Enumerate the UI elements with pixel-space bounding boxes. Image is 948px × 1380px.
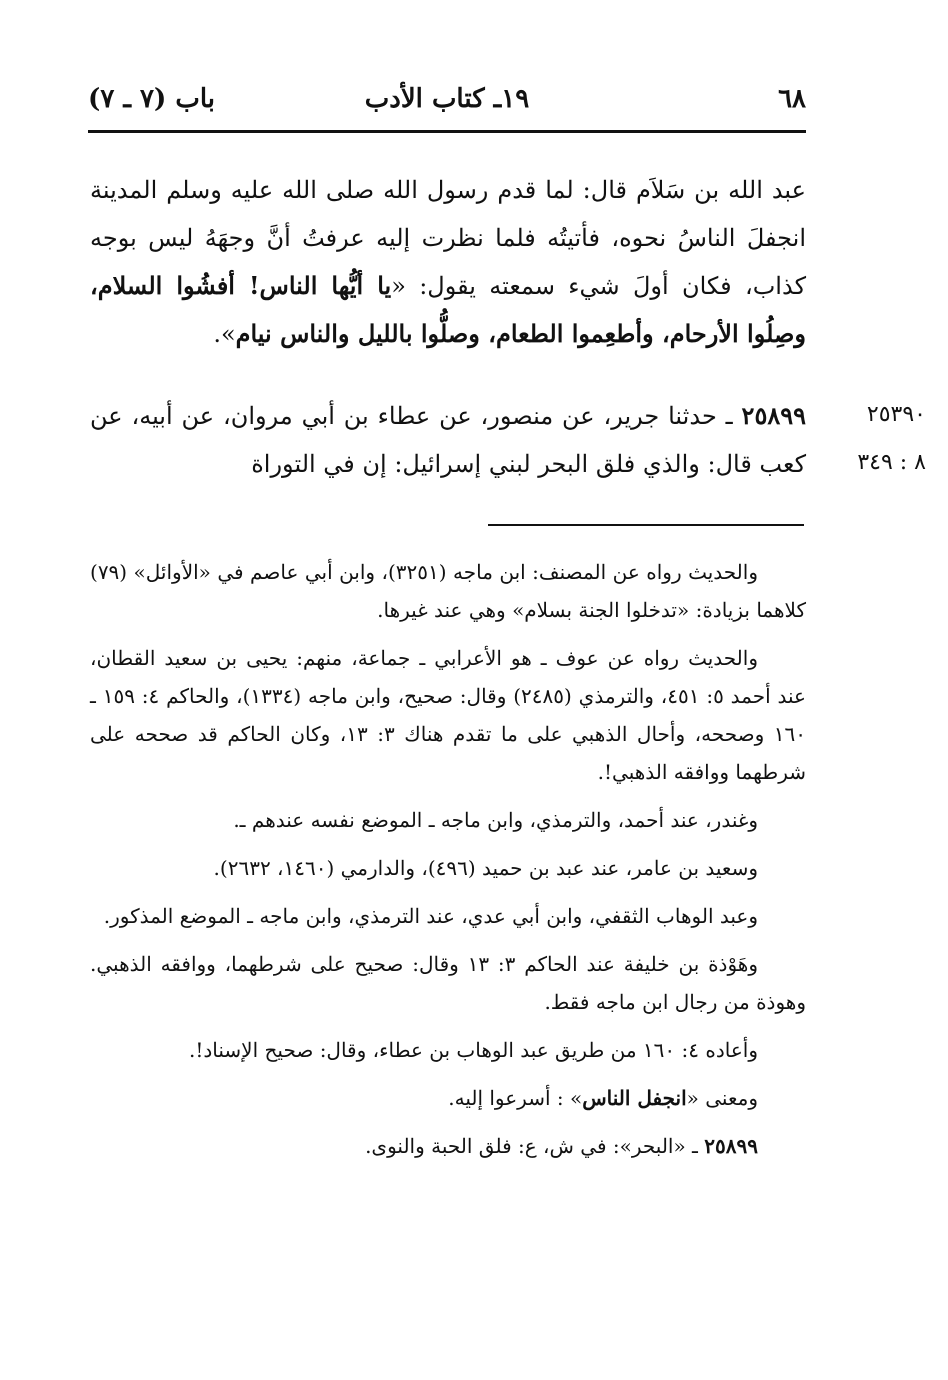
footnote: والحديث رواه عن عوف ـ هو الأعرابي ـ جماعة، منهم: يحيى بن سعيد القطان، عند أحمد ٥: ٤٥١، والترمذي (٢٤٨٥) وقال: صحيح، وابن ماجه (١٣٣٤)، والحاكم ٤: ١٥٩ ـ ١٦٠ وصححه، وأحال الذهبي على ما تقدم هناك ٣: ١٣، وكان الحاكم قد صححه على شرطهما ووافقه الذهبي!.	[90, 646, 807, 784]
footnote: ٢٥٨٩٩ ـ «البحر»: في ش، ع: فلق الحبة والنوى.	[365, 1134, 758, 1158]
footnote: وغندر، عند أحمد، والترمذي، وابن ماجه ـ الموضع نفسه عندهم ـ.	[233, 808, 758, 832]
header-rule	[88, 130, 806, 133]
main-paragraph: عبد الله بن سَلاَم قال: لما قدم رسول الله صلى الله عليه وسلم المدينة انجفلَ الناسُ نحوه، فأتيتُه فلما نظرت إليه عرفتُ أنَّ وجهَهُ ليس بوجه كذاب، فكان أولَ شيء سمعته يقول: «يا أيُّها الناس! أفشُوا السلام، وصِلُوا الأرحام، وأطعِموا الطعام، وصلُّوا بالليل والناس نيام».	[90, 176, 806, 348]
footnote: وأعاده ٤: ١٦٠ من طريق عبد الوهاب بن عطاء، وقال: صحيح الإسناد!.	[188, 1038, 758, 1062]
margin-ref-1: ٢٥٣٩٠	[866, 402, 926, 427]
chapter-reference: باب (٧ ـ ٧)	[88, 84, 215, 114]
page-header	[88, 84, 806, 126]
page-number: ٦٨	[778, 84, 806, 114]
hadith-text: ـ حدثنا جرير، عن منصور، عن عطاء بن أبي مروان، عن أبيه، عن كعب قال: والذي فلق البحر لبني إسرائيل: إن في التوراة	[90, 402, 806, 478]
footnote-separator	[488, 524, 804, 526]
book-title: ١٩ـ كتاب الأدب	[364, 84, 530, 114]
main-text	[90, 166, 806, 358]
footnote: ومعنى «انجفل الناس» : أسرعوا إليه.	[448, 1086, 758, 1110]
footnote: وعبد الوهاب الثقفي، وابن أبي عدي، عند الترمذي، وابن ماجه ـ الموضع المذكور.	[103, 904, 758, 928]
margin-ref-2: ٨ : ٣٤٩	[857, 450, 926, 475]
hadith-quote-bold: يا أيُّها الناس! أفشُوا السلام، وصِلُوا الأرحام، وأطعِموا الطعام، وصلُّوا بالليل والناس نيام	[90, 271, 806, 348]
hadith-number: ٢٥٨٩٩	[741, 401, 806, 430]
footnote: والحديث رواه عن المصنف: ابن ماجه (٣٢٥١)، وابن أبي عاصم في «الأوائل» (٧٩) كلاهما بزيادة: «تدخلوا الجنة بسلام» وهي عند غيرها.	[90, 560, 806, 622]
footnote: وسعيد بن عامر، عند عبد بن حميد (٤٩٦)، والدارمي (١٤٦٠، ٢٦٣٢).	[213, 856, 758, 880]
hadith-paragraph	[90, 392, 806, 488]
footnote: وهَوْذة بن خليفة عند الحاكم ٣: ١٣ وقال: صحيح على شرطهما، ووافقه الذهبي. وهوذة من رجال ابن ماجه فقط.	[90, 952, 806, 1014]
footnotes	[90, 553, 806, 1175]
